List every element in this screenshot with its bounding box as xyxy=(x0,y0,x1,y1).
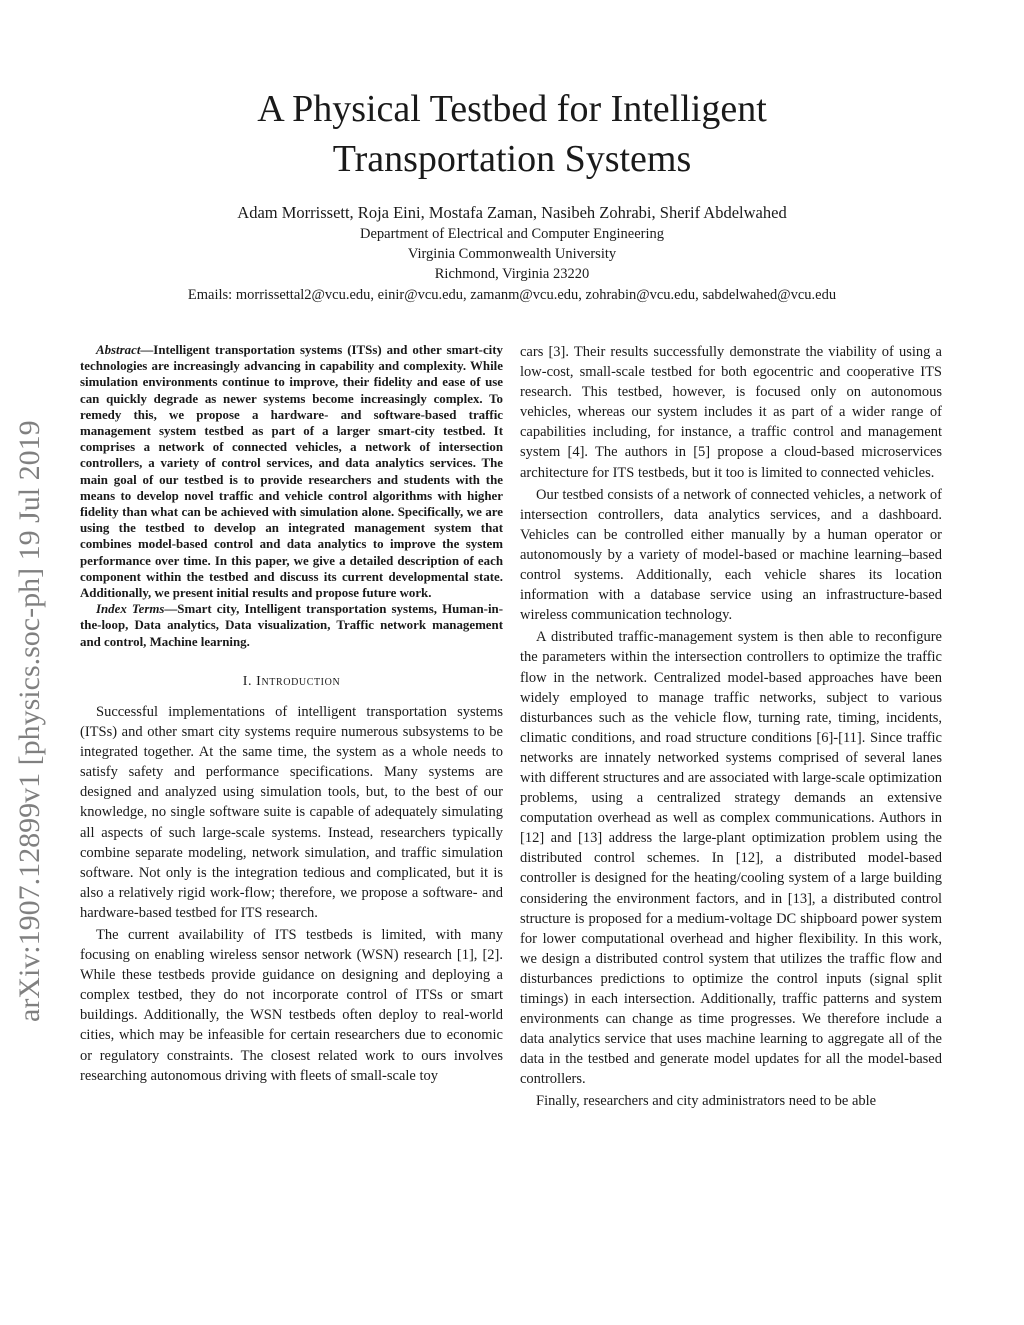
section-heading-introduction: I. Introduction xyxy=(242,673,341,689)
university: Virginia Commonwealth University xyxy=(407,246,617,263)
index-terms-label: Index Terms xyxy=(96,602,165,617)
paper-title xyxy=(0,84,1024,184)
index-terms xyxy=(80,601,503,650)
paragraph: The current availability of ITS testbeds is limited, with many focusing on enabling wireless sensor network (WSN) research [1], [2]. While these testbeds provide guidance on designing and deploying a complex testbed, they do not incorporate control of ITSs or smart buildings. Additionally, the WSN testbeds often deploy to real-world cities, which may be infeasible for certain researchers due to economic or regulatory constraints. The closest related work to ours involves researching autonomous driving with fleets of small-scale toy xyxy=(80,926,503,1084)
emails: Emails: morrissettal2@vcu.edu, einir@vcu.edu, zamanm@vcu.edu, zohrabin@vcu.edu, sabdelwahed@vcu.edu xyxy=(187,286,837,303)
paragraph: Finally, researchers and city administrators need to be able xyxy=(536,1093,877,1110)
abstract xyxy=(80,342,503,601)
paragraph: Our testbed consists of a network of connected vehicles, a network of intersection controllers, data analytics services, and a dashboard. Vehicles can be controlled either manually by a human operator or autonomously by a variety of model-based or machine learning–based control systems. Additionally, each vehicle shares its location information with a database service using an infrastructure-based wireless communication technology. xyxy=(520,486,942,624)
abstract-text: —Intelligent transportation systems (ITSs) and other smart-city technologies are increasingly advancing in capability and complexity. While simulation environments continue to improve, their fidelity and ease of use can quickly degrade as newer systems become increasingly complex. To remedy this, we propose a hardware- and software-based traffic management system testbed as part of a larger smart-city testbed. It comprises a network of connected vehicles, a network of intersection controllers, a variety of control services, and data analytics services. The main goal of our testbed is to provide researchers and students with the means to develop novel traffic and vehicle control algorithms with higher fidelity than what can be achieved with simulation alone. Specifically, we are using the testbed to develop an integrated management system that combines model-based control and data analytics to improve the system performance over time. In this paper, we give a detailed description of each component within the testbed and discuss its current developmental state. Additionally, we present initial results and propose future work. xyxy=(80,343,503,601)
paragraph: A distributed traffic-management system is then able to reconfigure the parameters within the intersection controllers to optimize the traffic flow in the network. Centralized model-based approaches have been widely employed to manage traffic networks, subject to various disturbances such as the vehicle flow, turning rate, timing, incidents, climatic conditions, and road structure conditions [6]-[11]. Since traffic networks are innately networked systems comprised of several lanes with different structures and are associated with large-scale optimization problems, using a centralized strategy demands an extensive computation overhead as well as complex communications. Authors in [12] and [13] address the large-plant optimization problem using the distributed control schemes. In [12], a distributed model-based controller is designed for the heating/cooling system of a large building considering the environment factors, and in [13], a distributed control structure is proposed for a medium-voltage DC shipboard power system for lower computational overhead and higher flexibility. In this work, we design a distributed control system that utilizes the traffic flow and disturbances predictions to optimize the control inputs (signal split timings) in each intersection. Additionally, traffic patterns and system environments can change as time progresses. We therefore include a data analytics service that uses machine learning to aggregate all of the data in the testbed and generate model updates for all the model-based controllers. xyxy=(520,629,942,1088)
affiliation-block xyxy=(0,224,1024,305)
author-list: Adam Morrissett, Roja Eini, Mostafa Zaman, Nasibeh Zohrabi, Sherif Abdelwahed xyxy=(237,203,787,222)
paragraph: cars [3]. Their results successfully demonstrate the viability of using a low-cost, small-scale testbed for both egocentric and cooperative ITS research. This testbed, however, is focused only on autonomous vehicles, whereas our system includes it as part of a wider range of capabilities including, for instance, a traffic control and management system [4]. The authors in [5] propose a cloud-based microservices architecture for ITS testbeds, but it too is limited to connected vehicles. xyxy=(520,344,942,481)
index-terms-text: —Smart city, Intelligent transportation systems, Human-in-the-loop, Data analytics, Data visualization, Traffic network management and control, Machine learning. xyxy=(80,602,503,649)
left-column xyxy=(80,342,503,1086)
city: Richmond, Virginia 23220 xyxy=(434,266,590,283)
title-line-2: Transportation Systems xyxy=(332,138,692,180)
title-line-1: A Physical Testbed for Intelligent xyxy=(257,88,767,130)
arxiv-identifier-stamp: arXiv:1907.12899v1 [physics.soc-ph] 19 Jul 2019 xyxy=(13,420,46,1022)
abstract-label: Abstract xyxy=(96,343,141,357)
department: Department of Electrical and Computer Engineering xyxy=(360,226,664,242)
right-column xyxy=(520,342,942,1112)
paragraph: Successful implementations of intelligent transportation systems (ITSs) and other smart city systems require numerous subsystems to be integrated together. At the same time, the system as a whole needs to satisfy safety and performance specifications. Many systems are designed and analyzed using simulation tools, but, to the best of our knowledge, no single software suite is capable of adequately simulating all aspects of such large-scale systems. Instead, researchers typically combine separate modeling, network simulation, and traffic simulation software. Not only is the integration tedious and complicated, but it is also a relatively rigid work-flow; therefore, we propose a software- and hardware-based testbed for ITS research. xyxy=(80,703,503,921)
